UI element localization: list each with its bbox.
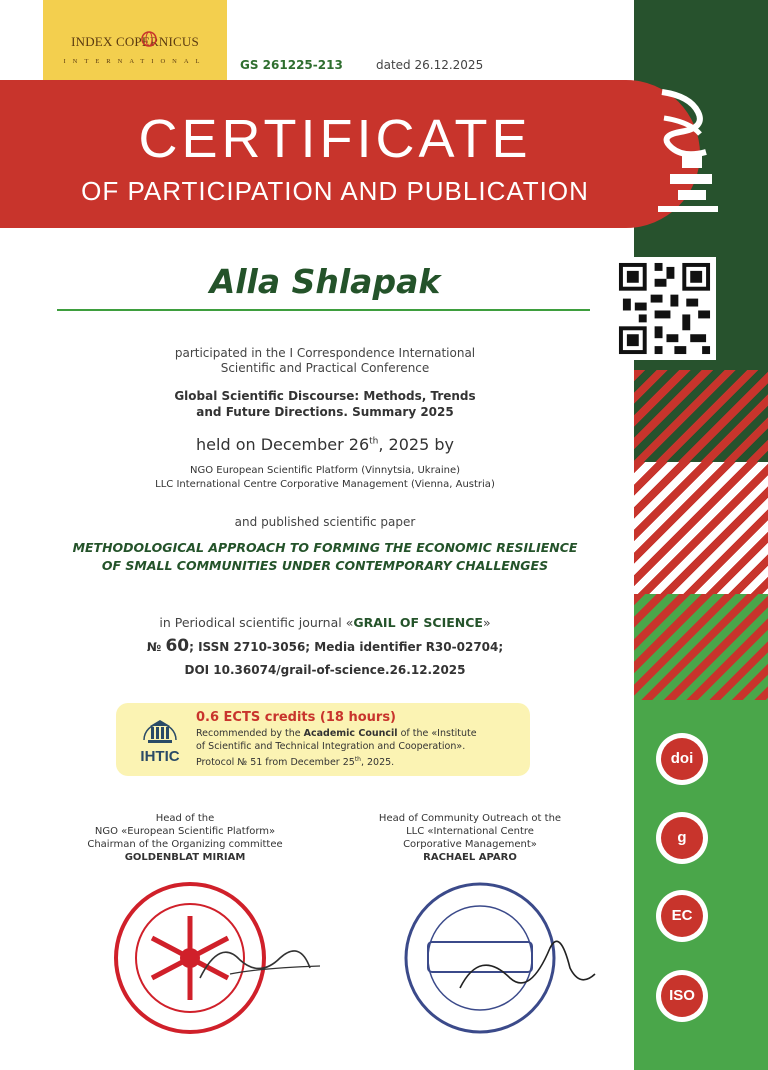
organizer: LLC International Centre Corporative Management (Vienna, Austria) — [155, 479, 495, 490]
iso-badge[interactable] — [656, 970, 708, 1022]
held-year: , 2025 by — [378, 435, 454, 454]
conference-line: Scientific and Practical Conference — [220, 361, 430, 375]
signer-title: Head of Community Outreach ot the — [378, 813, 562, 824]
journal-prefix: in Periodical scientific journal « — [159, 615, 354, 630]
signature-block-left — [60, 812, 310, 864]
held-date: held on December 26 — [196, 435, 370, 454]
iccm-stamp — [390, 878, 610, 1038]
logo-title: INDEX COPERNICUS — [71, 34, 199, 49]
ec-badge[interactable] — [656, 890, 708, 942]
side-stripes — [634, 370, 768, 462]
side-stripes — [634, 594, 768, 700]
credits-sup: th — [354, 756, 361, 763]
journal-line — [60, 615, 590, 630]
conference-title — [60, 388, 590, 420]
held-on-line — [60, 435, 590, 454]
google-scholar-badge[interactable] — [656, 812, 708, 864]
signer-title: NGO «European Scientific Platform» — [94, 826, 276, 837]
index-copernicus-logo — [43, 0, 227, 80]
organizer: NGO European Scientific Platform (Vinnytsia, Ukraine) — [189, 465, 461, 476]
issn: ; ISSN 2710-3056; Media identifier R30-02704; — [189, 640, 504, 654]
credits-description — [196, 727, 526, 769]
signer-title: LLC «International Centre — [406, 826, 534, 837]
certificate-subtitle: OF PARTICIPATION AND PUBLICATION — [81, 176, 589, 206]
journal-name: GRAIL OF SCIENCE — [353, 615, 483, 630]
certificate-title: CERTIFICATE — [138, 109, 532, 169]
conference-title-line: and Future Directions. Summary 2025 — [196, 405, 454, 419]
qr-code[interactable] — [613, 257, 716, 360]
issue-line — [60, 638, 590, 655]
credits-text: Recommended by the — [196, 728, 304, 739]
held-date-suffix: th — [369, 436, 379, 447]
issue-label: № — [146, 640, 162, 654]
issue-number: 60 — [165, 636, 190, 656]
certificate-number: GS 261225-213 — [240, 58, 343, 72]
institute-building-icon — [130, 710, 190, 750]
credits-line — [196, 727, 526, 740]
credits-title: 0.6 ECTS credits (18 hours) — [196, 710, 396, 725]
signer-title: Chairman of the Organizing committee — [87, 839, 283, 850]
signer-name: RACHAEL APARO — [423, 852, 517, 863]
credits-line: of Scientific and Technical Integration and Cooperation». — [196, 741, 466, 752]
credits-text: of the «Institute — [397, 728, 477, 739]
conference-intro — [60, 346, 590, 376]
doi-badge[interactable] — [656, 733, 708, 785]
iso-icon: ISO — [661, 975, 703, 1017]
logo-subtitle: INTERNATIONAL — [63, 58, 207, 65]
european-scientific-platform-stamp — [110, 878, 340, 1038]
conference-title-line: Global Scientific Discourse: Methods, Trends — [174, 389, 476, 403]
ihtic-logo-text: IHTIC — [140, 748, 180, 765]
google-scholar-icon: g — [661, 817, 703, 859]
publication-intro: and published scientific paper — [234, 515, 416, 529]
organizers — [60, 464, 590, 492]
grail-icon — [650, 82, 720, 222]
credits-text: Protocol № 51 from December 25 — [196, 757, 355, 769]
doi-line: DOI 10.36074/grail-of-science.26.12.2025 — [184, 663, 466, 677]
doi-icon: doi — [661, 738, 703, 780]
credits-text: , 2025. — [360, 757, 395, 769]
credits-line — [196, 753, 526, 769]
qr-code-icon — [615, 259, 714, 358]
paper-title-line: METHODOLOGICAL APPROACH TO FORMING THE ECONOMIC RESILIENCE — [72, 540, 578, 555]
paper-title — [40, 539, 610, 575]
ec-icon: EC — [661, 895, 703, 937]
signature-block-right — [345, 812, 595, 864]
side-stripes — [634, 462, 768, 594]
journal-suffix: » — [482, 615, 491, 630]
signer-title: Head of the — [155, 813, 215, 824]
paper-title-line: OF SMALL COMMUNITIES UNDER CONTEMPORARY CHALLENGES — [101, 558, 549, 573]
participant-name: Alla Shlapak — [209, 262, 441, 301]
globe-icon — [141, 31, 157, 47]
signer-title: Corporative Management» — [403, 839, 537, 850]
signer-name: GOLDENBLAT MIRIAM — [124, 852, 246, 863]
name-underline — [57, 309, 590, 311]
credits-text-bold: Academic Council — [303, 728, 398, 739]
certificate-date: dated 26.12.2025 — [376, 58, 484, 72]
conference-line: participated in the I Correspondence International — [174, 346, 476, 360]
